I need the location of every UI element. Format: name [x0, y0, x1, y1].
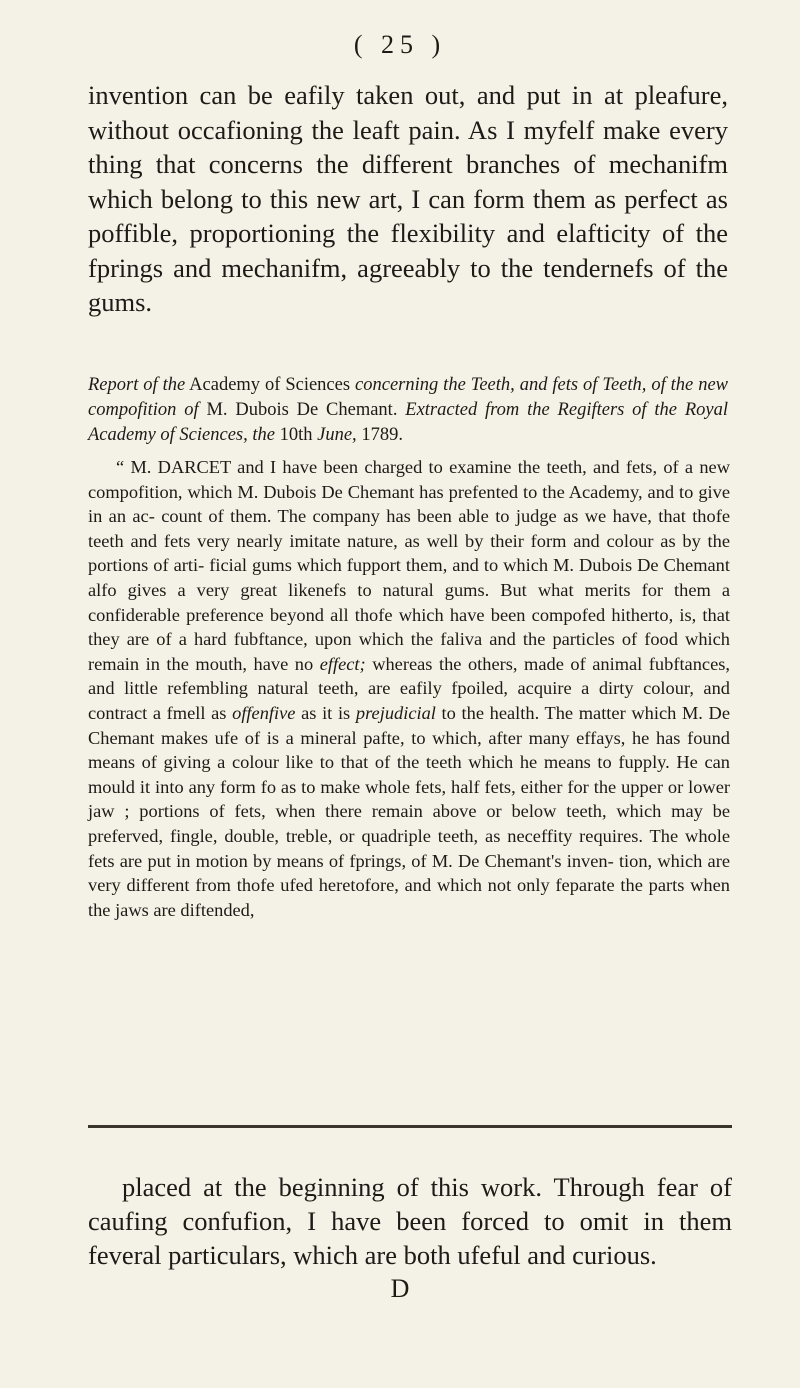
report-heading-roman-2: M. Dubois De Chemant. — [198, 400, 406, 420]
report-paragraph — [88, 455, 730, 922]
report-heading-italic-1: Report of the — [88, 375, 186, 395]
page-number: ( 25 ) — [353, 30, 447, 59]
report-heading-roman-3: 10th — [274, 425, 318, 445]
report-text-2: whereas the others, made of animal fubftances, and little refembling natural teeth, are eafily fpoiled, acquire a dirty colour, and contract a fmell as — [88, 653, 730, 723]
report-heading-roman-1: Academy of Sciences — [185, 375, 356, 395]
report-text-3: as it is — [295, 702, 356, 723]
report-heading-italic-2: concerning the Teeth, and fets of Teeth, of the new compofition of — [88, 375, 729, 420]
report-text-1: “ M. DARCET and I have been charged to examine the teeth, and fets, of a new compofition, which M. Dubois De Chemant has prefented to the Academy, and to give in an ac- count of them. The company has been able to judge as we have, that thofe teeth and fets very nearly imitate nature, as well by their form and colour as by the portions of arti- ficial gums which fupport them, and to which M. Dubois De Chemant alfo gives a very great likenefs to natural gums. But what merits for them a confiderable preference beyond all thofe which have been compofed hitherto, is, that they are of a hard fubftance, upon which the faliva and the particles of food which remain in the mouth, have no — [88, 457, 730, 674]
report-text-italic-2: offenfive — [232, 702, 296, 723]
footnote-divider — [88, 1125, 732, 1128]
footnote-text-block — [88, 1170, 732, 1272]
signature-mark: D — [390, 1274, 410, 1303]
report-heading-roman-4: 1789. — [356, 425, 403, 445]
body-text-block — [88, 78, 728, 320]
report-text-block — [88, 455, 730, 922]
footnote-paragraph: placed at the beginning of this work. Through fear of caufing confufion, I have been forced to omit in them feveral particulars, which are both ufeful and curious. — [88, 1172, 732, 1270]
report-heading — [88, 373, 728, 448]
report-text-4: to the health. The matter which M. De Chemant makes ufe of is a mineral pafte, to which, after many effays, he has found means of giving a colour like to that of the teeth which he means to fupply. He can mould it into any form fo as to make whole fets, half fets, either for the upper or lower jaw ; portions of fets, when there remain above or below teeth, which may be preferved, fingle, double, treble, or quadriple teeth, as neceffity requires. The whole fets are put in motion by means of fprings, of M. De Chemant's inven- tion, which are very different from thofe ufed heretofore, and which not only feparate the parts when the jaws are diftended, — [88, 702, 730, 920]
report-heading-italic-4: June, — [317, 425, 357, 445]
body-paragraph: invention can be eafily taken out, and put in at pleafure, without occafioning the leaft pain. As I myfelf make every thing that concerns the different branches of mechanifm which belong to this new art, I can form them as perfect as poffible, proportioning the flexibility and elafticity of the fprings and mechanifm, agreeably to the tendernefs of the gums. — [88, 80, 728, 317]
report-heading-italic-3: Extracted from the Regifters of the Royal Academy of Sciences, the — [88, 400, 728, 445]
report-text-italic-3: prejudicial — [355, 702, 436, 723]
report-text-italic-1: effect; — [319, 653, 366, 674]
